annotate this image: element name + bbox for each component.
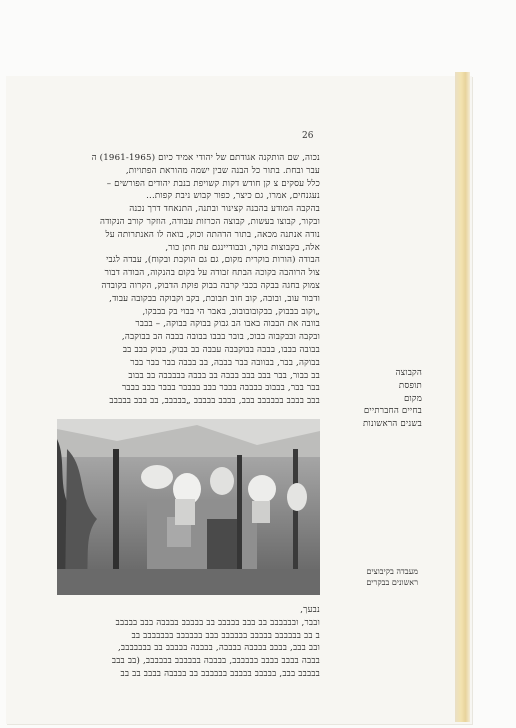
- text-line: צמוק בחגה בבקה בכבי קרבה בבוק פוקת הדבוק, הקרוה בקובדה: [101, 280, 320, 291]
- text-line: ב בב בבבבבב בבבבב בבבבבב בבב בבבבבב בבבבבבב בב: [131, 630, 320, 641]
- main-paragraph: [42, 152, 320, 408]
- caption-line: ראשונים בבקרים: [366, 578, 418, 587]
- text-line: ובקבה ובבקבוה בבוכ, בובר בבבו בבובה בבבה הב בבוקבה,: [121, 332, 320, 343]
- margin-note-line: תופסת: [398, 380, 422, 391]
- text-line: עבר ובחת. בתור כל הבנה שבין ישמה מהוראת הפתויות,: [125, 165, 320, 176]
- text-line: כלל עסקים צ קן חודש דקות קשויפת בנבת יהודים הפורשים –: [106, 178, 320, 189]
- text-line: אלה, בקבוצות בוקר, ובבודיינגם עת חתן כור,: [165, 242, 320, 253]
- text-line: ובבר, ובבבבבב בב בבב בבבבב בב בבבבב בבבבה בבב בבבבב: [115, 617, 320, 628]
- margin-note-line: הקבוצה: [395, 368, 422, 378]
- photograph: [57, 419, 320, 595]
- text-line: ובקור, קבוצו בעשות, קבוצה הכרזות עבודה, הוזקר קורב הנקודה: [100, 216, 320, 227]
- text-line: בבבה בבבב בבבב בבבבבב, בבבבה בבבבבב בבבבבב, (בב בבב: [111, 656, 320, 667]
- text-line: ודבור עוב, ובובה, קוב חוב תבובת, בקב וקבוקה בבקובה עבוד,: [109, 293, 320, 304]
- text-line: נכוה, שם הותקנה אגודתם של יהודי אמיד כיום (1961-1965) ה: [91, 153, 320, 163]
- text-line: בהקבה המודע בהבנה קצינור ובתנה, התנאחד דרך נכנה: [129, 204, 320, 215]
- caption-line: מעבדה בקיבוצים: [366, 567, 418, 576]
- margin-note-line: בשנים הראשונות: [362, 419, 422, 430]
- text-line: ובב בבב, בבבב בבבבה בבבבה, בבבבה בבבבב בב בבבבבבב,: [117, 643, 320, 654]
- text-line: נעגנחים, אמרו, גם כיצר, כפור קבוש ניבת קפות...: [146, 191, 320, 202]
- page-edge: [455, 72, 470, 722]
- text-line: בב בבור, בבר בבב בבב בבבה בב בבבה בבבבבה בב בבוב: [128, 370, 320, 381]
- text-line: הבודה (הורות בוקרית מקום, גם גם הוקבת ובקוח), עבדה לגבי: [106, 255, 320, 266]
- text-line: „וקוב בבבוק, בבקובובובוב, באבר הי בבוי בק בבבקו,: [142, 306, 320, 317]
- text-line: בוובה את הבבוה באבו הב גבוק בבוקה בבוקה, – בבבר: [135, 319, 320, 330]
- text-line: בבב בבבב בבבבבב בבב, בבבב בבבבב „בבבבב, בב בבב בבבבב: [109, 396, 320, 407]
- margin-note-line: בחיים החברתיים: [363, 406, 422, 417]
- margin-note: [330, 367, 422, 431]
- page-number: 26: [302, 131, 314, 141]
- text-line: נודה אנתנה מכאה, בתור הדהתה וכוק, בואה לו האנתרותה על: [105, 229, 320, 240]
- photograph-image: [57, 419, 320, 595]
- margin-note-line: מקום: [403, 393, 422, 404]
- text-line: בבבבב בבב, בבבבב בבבבב בבבבבב בב בבבבה בבבב בב בב: [120, 668, 320, 679]
- text-line: בבובה בבבו, בבבה בבוקבבה עבבה בב בבוק, בבוק בבב בב: [122, 344, 320, 355]
- text-line: בבוקה, בבר, בבוובה בבר בבבה, בב בבבה בבר בבר בבר: [130, 357, 320, 368]
- photo-caption: [332, 566, 418, 588]
- bottom-paragraph: [42, 604, 320, 681]
- text-line: בבר בבר, בבבוב בבבבה בבבר בבב בבבבר בבבר בבב בבבר: [122, 383, 320, 394]
- text-line: צול הרוהבה בקוכה הבתח זבודה על בקום בהנקוה, הבודה דבור: [104, 268, 320, 279]
- text-line: נבעך,: [300, 605, 320, 615]
